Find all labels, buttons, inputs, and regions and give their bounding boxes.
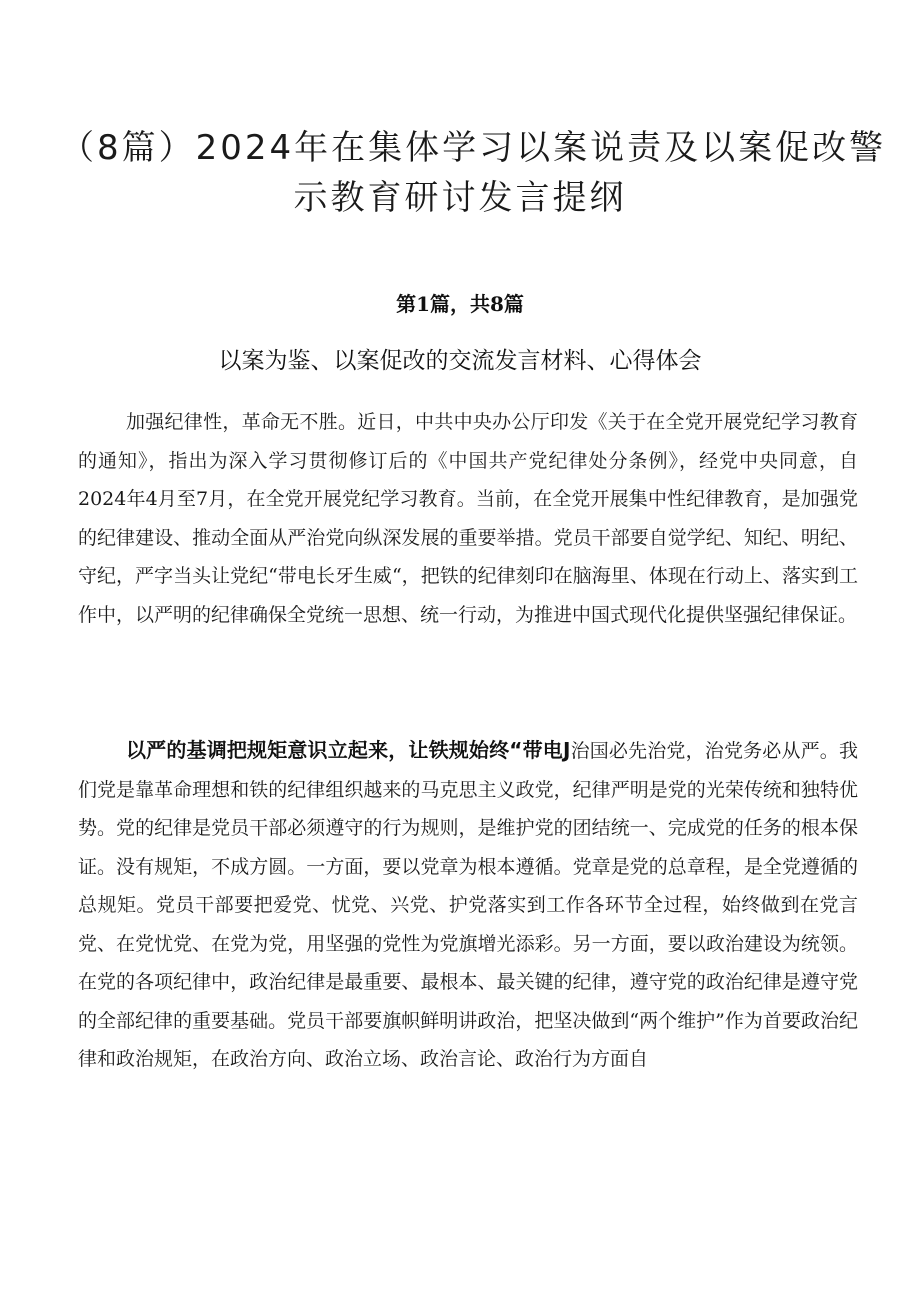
section-title: 以案为鉴、以案促改的交流发言材料、心得体会 <box>218 348 702 374</box>
document-title-line-1: （8篇）2024年在集体学习以案说责及以案促改警 <box>60 128 887 168</box>
part-label: 第1篇，共8篇 <box>396 292 524 316</box>
paragraph-2-lead: 以严的基调把规矩意识立起来，让铁规始终“带电J <box>126 738 571 762</box>
paragraph-2 <box>78 731 858 1079</box>
paragraph-2-body: 治国必先治党，治党务必从严。我们党是靠革命理想和铁的纪律组织越来的马克思主义政党，纪律严明是党的光荣传统和独特优势。党的纪律是党员干部必须遵守的行为规则，是维护党的团结统一、完成党的任务的根本保证。没有规矩，不成方圆。一方面，要以党章为根本遵循。党章是党的总章程，是全党遵循的总规矩。党员干部要把爱党、忧党、兴党、护党落实到工作各环节全过程，始终做到在党言党、在党忧党、在党为党，用坚强的党性为党旗增光添彩。另一方面，要以政治建设为统领。在党的各项纪律中，政治纪律是最重要、最根本、最关键的纪律，遵守党的政治纪律是遵守党的全部纪律的重要基础。党员干部要旗帜鲜明讲政治，把坚决做到“两个维护”作为首要政治纪律和政治规矩，在政治方向、政治立场、政治言论、政治行为方面自 <box>78 740 858 1070</box>
document-title-line-2: 示教育研讨发言提纲 <box>293 178 627 218</box>
paragraph-1: 加强纪律性，革命无不胜。近日，中共中央办公厅印发《关于在全党开展党纪学习教育的通知》，指出为深入学习贯彻修订后的《中国共产党纪律处分条例》，经党中央同意，自2024年4月至7月，在全党开展党纪学习教育。当前，在全党开展集中性纪律教育，是加强党的纪律建设、推动全面从严治党向纵深发展的重要举措。党员干部要自觉学纪、知纪、明纪、守纪，严字当头让党纪“带电长牙生威“，把铁的纪律刻印在脑海里、体现在行动上、落实到工作中，以严明的纪律确保全党统一思想、统一行动，为推进中国式现代化提供坚强纪律保证。 <box>78 411 858 626</box>
